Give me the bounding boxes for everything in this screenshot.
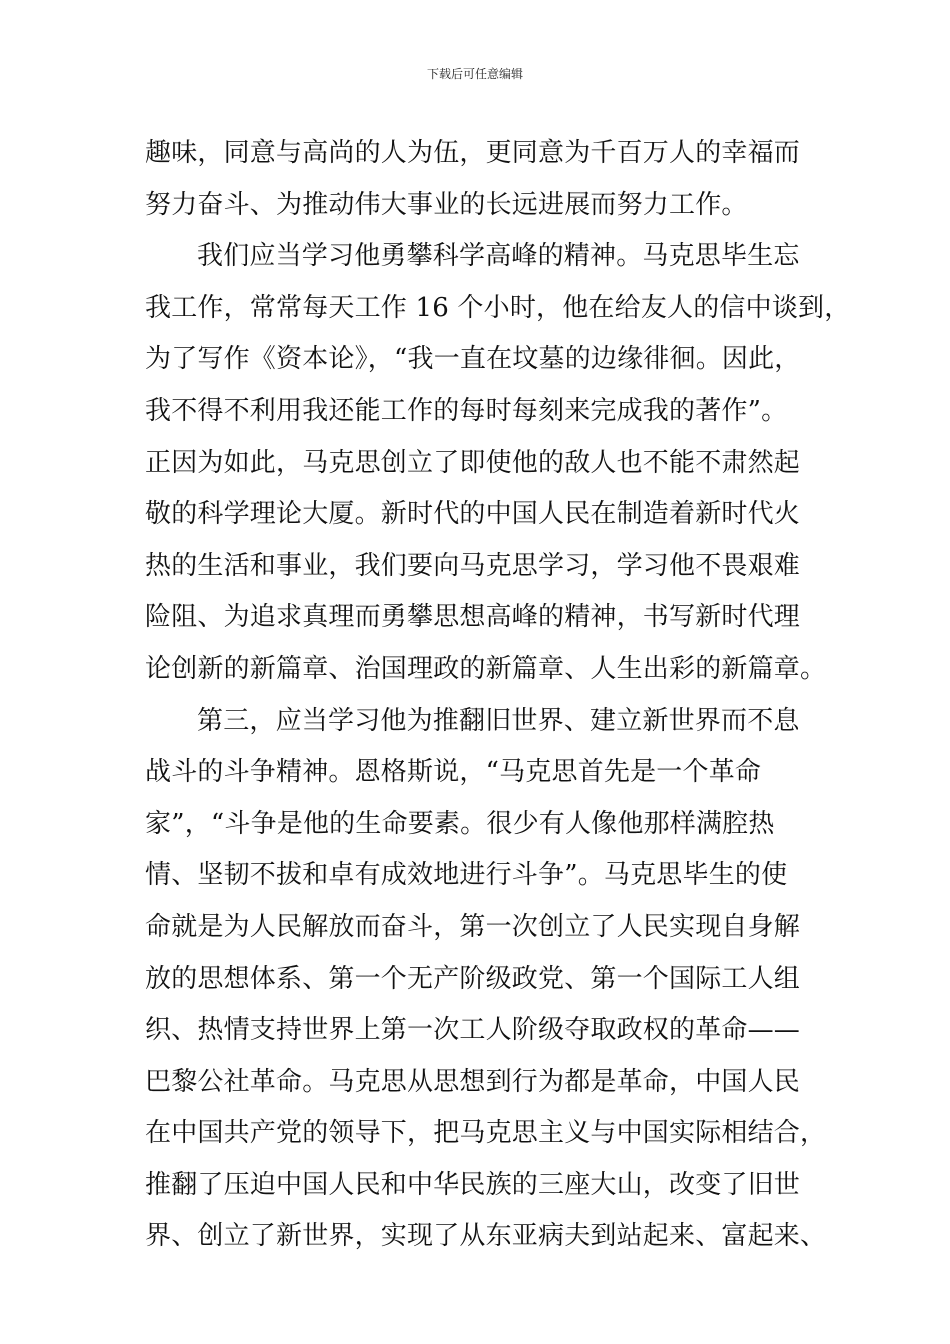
text-line: 命就是为人民解放而奋斗，第一次创立了人民实现自身解 — [145, 911, 801, 942]
text-line: 我不得不利用我还能工作的每时每刻来完成我的著作”。 — [145, 395, 788, 426]
paragraph-start-line: 我们应当学习他勇攀科学高峰的精神。马克思毕生忘 — [197, 241, 800, 272]
text-line: 推翻了压迫中国人民和中华民族的三座大山，改变了旧世 — [145, 1169, 801, 1200]
text-line: 放的思想体系、第一个无产阶级政党、第一个国际工人组 — [145, 963, 801, 994]
body-text — [145, 128, 851, 1263]
text-line: 热的生活和事业，我们要向马克思学习，学习他不畏艰难 — [145, 550, 801, 581]
text-line: 险阻、为追求真理而勇攀思想高峰的精神，书写新时代理 — [145, 602, 801, 633]
text-line: 界、创立了新世界，实现了从东亚病夫到站起来、富起来、 — [145, 1221, 827, 1252]
text-line: 情、坚韧不拔和卓有成效地进行斗争”。马克思毕生的使 — [145, 860, 788, 891]
text-line: 趣味，同意与高尚的人为伍，更同意为千百万人的幸福而 — [145, 138, 801, 168]
text-line: 战斗的斗争精神。恩格斯说，“马克思首先是一个革命 — [145, 757, 762, 788]
text-line: 在中国共产党的领导下，把马克思主义与中国实际相结合， — [145, 1118, 827, 1149]
text-line: 敬的科学理论大厦。新时代的中国人民在制造着新时代火 — [145, 499, 801, 530]
text-line: 为了写作《资本论》，“我一直在坟墓的边缘徘徊。因此， — [145, 344, 801, 375]
text-line: 我工作，常常每天工作 16 个小时，他在给友人的信中谈到， — [145, 292, 851, 323]
text-line: 巴黎公社革命。马克思从思想到行为都是革命，中国人民 — [145, 1066, 801, 1097]
page-header: 下载后可任意编辑 — [426, 67, 523, 81]
text-line: 家”，“斗争是他的生命要素。很少有人像他那样满腔热 — [145, 808, 775, 839]
text-line: 织、热情支持世界上第一次工人阶级夺取政权的革命—— — [145, 1015, 801, 1046]
paragraph-start-line: 第三，应当学习他为推翻旧世界、建立新世界而不息 — [197, 705, 800, 736]
text-line: 正因为如此，马克思创立了即使他的敌人也不能不肃然起 — [145, 447, 801, 478]
text-line: 论创新的新篇章、治国理政的新篇章、人生出彩的新篇章。 — [145, 653, 827, 684]
text-line: 努力奋斗、为推动伟大事业的长远进展而努力工作。 — [145, 189, 748, 220]
